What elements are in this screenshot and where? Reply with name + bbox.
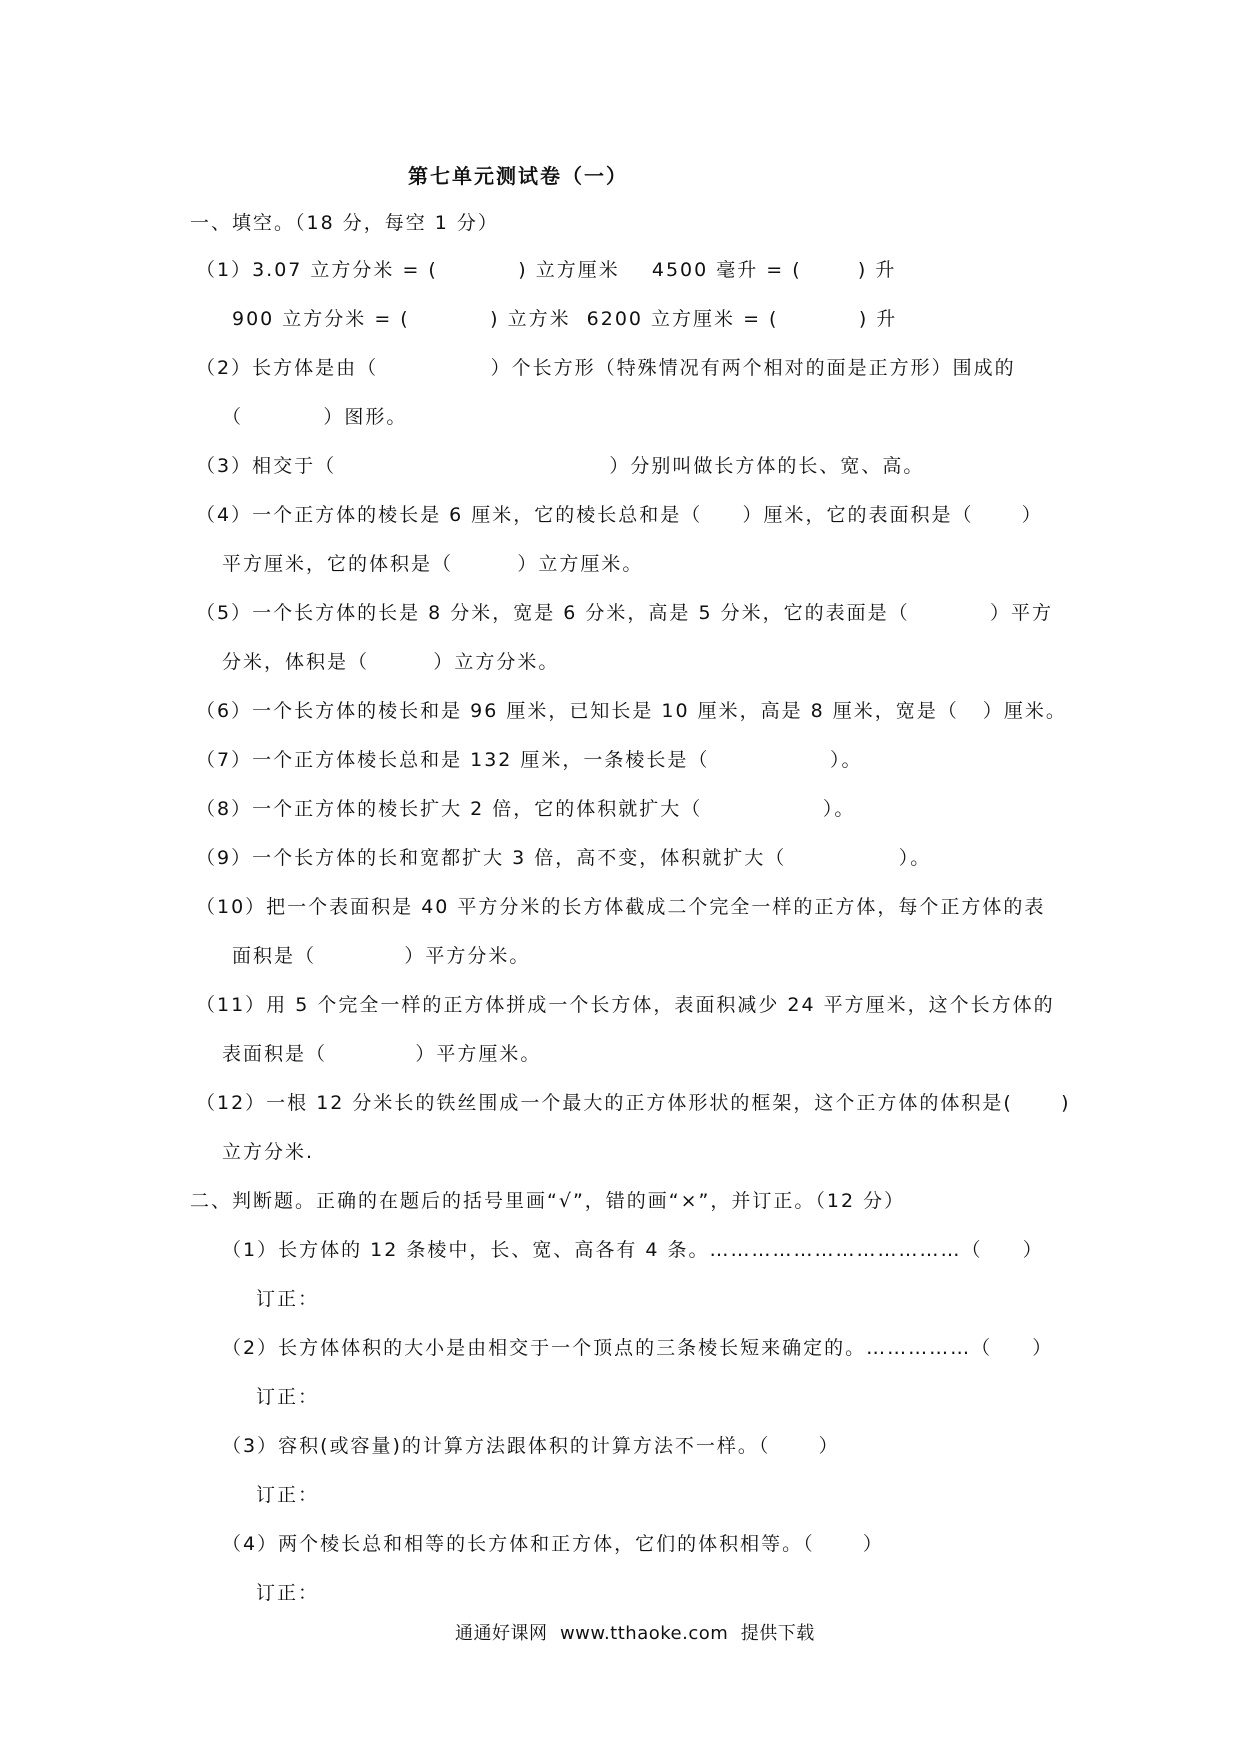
correction-label: 订正： xyxy=(256,1484,320,1506)
question-line: （1）长方体的 12 条棱中，长、宽、高各有 4 条。………………………………（ ） xyxy=(222,1239,1044,1261)
section2-heading: 二、判断题。正确的在题后的括号里画“√”，错的画“×”，并订正。（12 分） xyxy=(190,1190,906,1212)
question-line: （6）一个长方体的棱长和是 96 厘米，已知长是 10 厘米，高是 8 厘米，宽是（ ）厘米。 xyxy=(196,700,1067,722)
question-line: （12）一根 12 分米长的铁丝围成一个最大的正方体形状的框架，这个正方体的体积是( ) xyxy=(196,1092,1071,1114)
page-footer: 通通好课网 www.tthaoke.com 提供下载 xyxy=(455,1623,815,1644)
correction-label: 订正： xyxy=(256,1386,320,1408)
question-line: （8）一个正方体的棱长扩大 2 倍，它的体积就扩大（ ）。 xyxy=(196,798,856,820)
correction-label: 订正： xyxy=(256,1582,320,1604)
question-line: 平方厘米，它的体积是（ ）立方厘米。 xyxy=(222,553,644,575)
question-line: 面积是（ ）平方分米。 xyxy=(232,945,531,967)
question-line: 900 立方分米 = ( ) 立方米 6200 立方厘米 = ( ) 升 xyxy=(232,308,898,330)
question-line: （11）用 5 个完全一样的正方体拼成一个长方体，表面积减少 24 平方厘米，这个长方体的 xyxy=(196,994,1055,1016)
question-line: （9）一个长方体的长和宽都扩大 3 倍，高不变，体积就扩大（ ）。 xyxy=(196,847,932,869)
question-line: （5）一个长方体的长是 8 分米，宽是 6 分米，高是 5 分米，它的表面是（ ）平方 xyxy=(196,602,1053,624)
page-title: 第七单元测试卷（一） xyxy=(408,164,628,188)
question-line: （4）一个正方体的棱长是 6 厘米，它的棱长总和是（ ）厘米，它的表面积是（ ） xyxy=(196,504,1043,526)
question-line: 分米，体积是（ ）立方分米。 xyxy=(222,651,560,673)
question-line: （2）长方体体积的大小是由相交于一个顶点的三条棱长短来确定的。……………（ ） xyxy=(222,1337,1054,1359)
question-line: 表面积是（ ）平方厘米。 xyxy=(222,1043,542,1065)
question-line: （ ）图形。 xyxy=(222,406,408,428)
question-line: （2）长方体是由（ ）个长方形（特殊情况有两个相对的面是正方形）围成的 xyxy=(196,357,1016,379)
question-line: （7）一个正方体棱长总和是 132 厘米，一条棱长是（ ）。 xyxy=(196,749,863,771)
question-line: （4）两个棱长总和相等的长方体和正方体，它们的体积相等。（ ） xyxy=(222,1533,884,1555)
question-line: （3）相交于（ ）分别叫做长方体的长、宽、高。 xyxy=(196,455,925,477)
section1-heading: 一、填空。（18 分，每空 1 分） xyxy=(190,212,499,234)
question-line: （1）3.07 立方分米 = ( ) 立方厘米 4500 毫升 = ( ) 升 xyxy=(196,259,897,281)
question-line: 立方分米. xyxy=(222,1141,315,1163)
question-line: （3）容积(或容量)的计算方法跟体积的计算方法不一样。（ ） xyxy=(222,1435,840,1457)
question-line: （10）把一个表面积是 40 平方分米的长方体截成二个完全一样的正方体，每个正方体的表 xyxy=(196,896,1046,918)
correction-label: 订正： xyxy=(256,1288,320,1310)
